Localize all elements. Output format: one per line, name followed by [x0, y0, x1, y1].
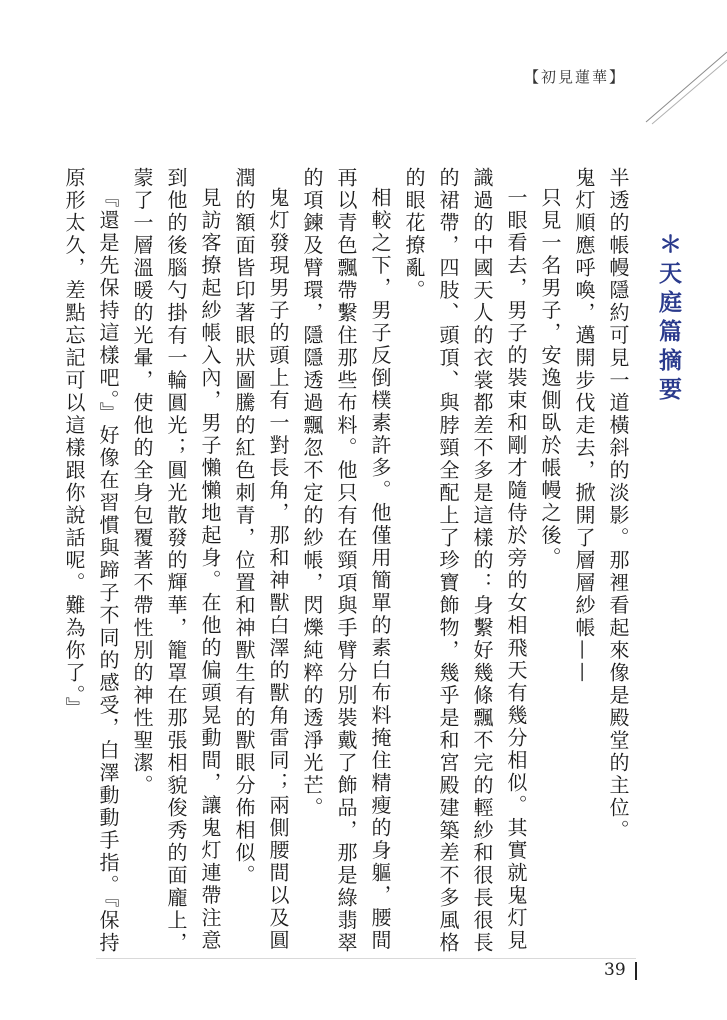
- paragraph-7: 見訪客撩起紗帳入內，男子懶懶地起身。在他的偏頭晃動間，讓鬼灯連帶注意到他的後腦勺掛有一輪圓光；圓光散發的輝華，籠罩在那張相貌俊秀的面龐上，蒙了一層溫暖的光暈，使他的全身包覆著不帶性別的神性聖潔。: [130, 167, 222, 955]
- paragraph-8: 『還是先保持這樣吧。』好像在習慣與蹄子不同的感受，白澤動動手指。『保持原形太久，差點忘記可以這樣跟你說話呢。難為你了。』: [62, 167, 120, 955]
- paragraph-2: 鬼灯順應呼喚，邁開步伐走去，掀開了層層紗帳——: [572, 167, 596, 685]
- paragraph-6: 鬼灯發現男子的頭上有一對長角，那和神獸白澤的獸角雷同；兩側腰間以及圓潤的額面皆印著眼狀圖騰的紅色刺青，位置和神獸生有的獸眼分佈相似。: [232, 167, 290, 952]
- asterisk-icon: ＊: [655, 232, 682, 261]
- page-number: 39: [604, 960, 626, 980]
- section-title: [652, 232, 685, 406]
- paragraph-3: 只見一名男子，安逸側臥於帳幔之後。: [538, 187, 562, 570]
- running-header: 【初見蓮華】: [524, 68, 627, 86]
- paragraph-5: 相較之下，男子反倒樸素許多。他僅用簡單的素白布料掩住精瘦的身軀，腰間再以青色飄帶繫住那些布料。他只有在頸項與手臂分別裝戴了飾品，那是綠翡翠的項鍊及臂環，隱隱透過飄忽不定的紗帳，閃爍純粹的透淨光芒。: [300, 167, 392, 955]
- page-number-bar: [635, 962, 637, 980]
- body-text: [57, 167, 635, 957]
- paragraph-1: 半透的帳幔隱約可見一道橫斜的淡影。那裡看起來像是殿堂的主位。: [606, 167, 630, 842]
- section-title-text: 天庭篇摘要: [655, 261, 682, 406]
- footer-rule: [96, 958, 636, 959]
- paragraph-4: 一眼看去，男子的裝束和剛才隨侍於旁的女相飛天有幾分相似。其實就鬼灯見識過的中國天人的衣裳都差不多是這樣的：身繫好幾條飄不完的輕紗和很長很長的裙帶，四肢、頭頂、與脖頸全配上了珍寶飾物，幾乎是和宮殿建築差不多風格的眼花撩亂。: [402, 167, 528, 955]
- corner-decoration: [600, 50, 727, 130]
